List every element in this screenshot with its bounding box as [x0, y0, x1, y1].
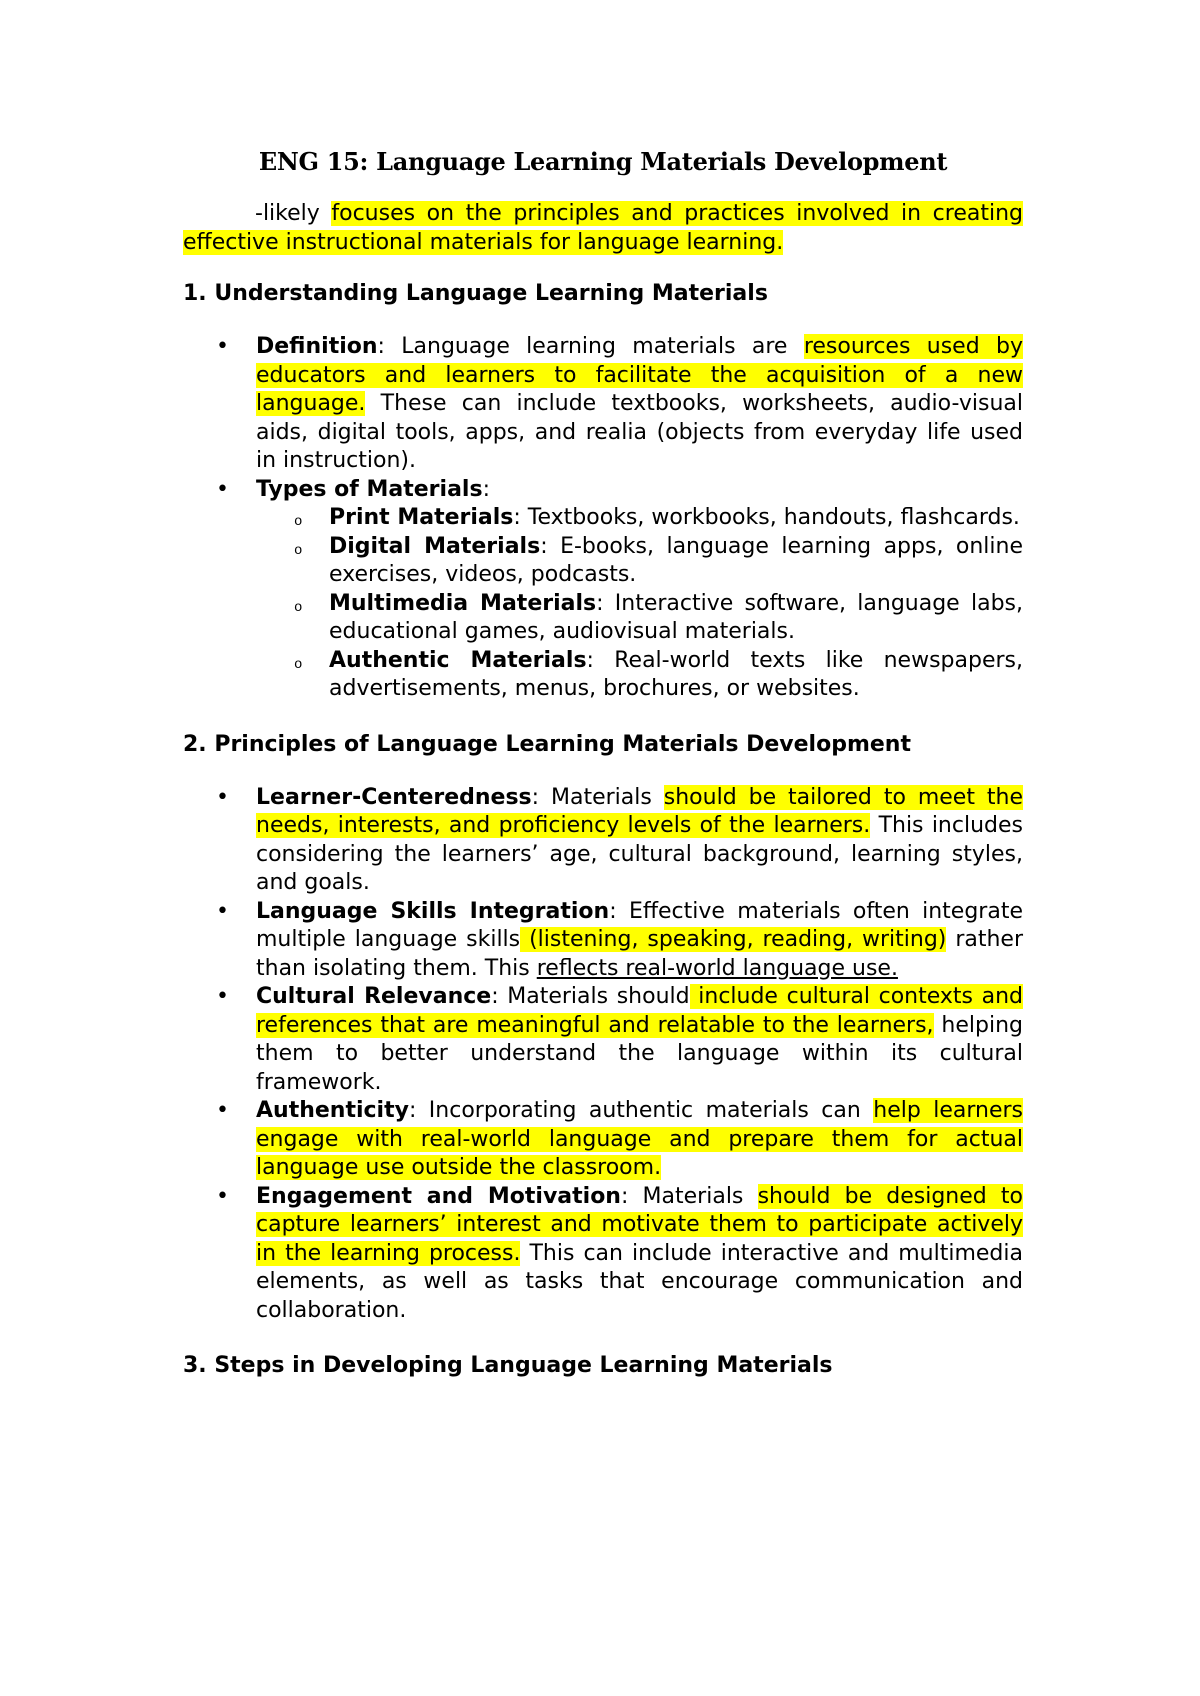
skills-mid: rather than isolating them. This: [256, 927, 1023, 981]
section-1-heading: 1. Understanding Language Learning Materials: [183, 281, 768, 306]
sub-item-text: : E-books, language learning apps, online exercises, videos, podcasts.: [329, 533, 1024, 587]
engagement-label: Engagement and Motivation: [256, 1183, 621, 1209]
learner-pre: : Materials: [531, 784, 664, 810]
skills-pre: : Effective materials often integrate multiple language skills: [256, 898, 1023, 952]
section-2-heading: 2. Principles of Language Learning Materials Development: [183, 731, 911, 757]
sub-item-authentic: [256, 647, 1023, 704]
bullet-icon: •: [216, 898, 229, 924]
skills-underline: reflects real-world language use.: [536, 955, 898, 981]
sub-bullet-icon: o: [294, 542, 303, 559]
definition-pre: : Language learning materials are: [377, 334, 804, 359]
cultural-label: Cultural Relevance: [256, 984, 492, 1009]
learner-label: Learner-Centeredness: [256, 784, 532, 810]
definition-label: Definition: [256, 334, 378, 359]
authenticity-highlight: help learners engage with real-world language and prepare them for actual language use outside the classroom.: [256, 1098, 1024, 1180]
sub-bullet-icon: o: [294, 514, 303, 530]
sub-bullet-icon: o: [294, 599, 303, 616]
cultural-highlight: include cultural contexts and references that are meaningful and relatable to the learners,: [256, 984, 1024, 1038]
bullet-icon: •: [216, 1183, 229, 1209]
authenticity-label: Authenticity: [256, 1098, 409, 1123]
list-item-engagement: [183, 1183, 1023, 1326]
learner-post: This includes considering the learners’ age, cultural background, learning styles, and goals.: [256, 813, 1023, 895]
list-item-learner-centeredness: [183, 784, 1023, 898]
sub-item-label: Print Materials: [329, 505, 514, 530]
authenticity-pre: : Incorporating authentic materials can: [408, 1098, 874, 1123]
intro-paragraph: [183, 200, 1023, 257]
intro-highlight: focuses on the principles and practices involved in creating effective instructional materials for language learning.: [183, 201, 1023, 255]
list-item-authenticity: [183, 1097, 1023, 1183]
cultural-pre: : Materials should: [491, 984, 690, 1009]
sub-item-text: : Interactive software, language labs, educational games, audiovisual materials.: [329, 590, 1023, 644]
types-label: Types of Materials: [256, 476, 483, 502]
learner-highlight: should be tailored to meet the needs, interests, and proficiency levels of the learners.: [256, 784, 1023, 838]
bullet-icon: •: [216, 476, 229, 502]
engagement-post: This can include interactive and multimedia elements, as well as tasks that encourage communication and collaboration.: [256, 1240, 1023, 1323]
section-2-list: [183, 784, 1023, 1326]
list-item-cultural-relevance: [183, 983, 1023, 1097]
intro-prefix: -likely: [255, 201, 332, 226]
section-1-list: [183, 333, 1023, 704]
sub-item-multimedia: [256, 590, 1023, 647]
document-title: ENG 15: Language Learning Materials Development: [258, 147, 948, 176]
skills-highlight: (listening, speaking, reading, writing): [520, 927, 947, 952]
bullet-icon: •: [216, 984, 229, 1009]
types-sublist: [256, 504, 1023, 704]
document-content: [183, 144, 1023, 1405]
skills-label: Language Skills Integration: [256, 898, 610, 924]
types-suffix: :: [482, 476, 490, 502]
sub-item-text: : Textbooks, workbooks, handouts, flashcards.: [513, 505, 1020, 530]
list-item-types: [183, 476, 1023, 704]
list-item-definition: [183, 333, 1023, 476]
sub-item-label: Authentic Materials: [329, 647, 587, 673]
sub-item-label: Multimedia Materials: [329, 590, 597, 616]
definition-highlight: resources used by educators and learners to facilitate the acquisition of a new language.: [256, 334, 1023, 416]
bullet-icon: •: [216, 784, 229, 810]
sub-item-label: Digital Materials: [329, 533, 541, 559]
engagement-pre: : Materials: [620, 1183, 758, 1209]
section-3-heading: 3. Steps in Developing Language Learning Materials: [183, 1353, 833, 1378]
definition-post: These can include textbooks, worksheets, audio-visual aids, digital tools, apps, and realia (objects from everyday life used in instruction).: [256, 391, 1023, 473]
sub-item-print: [256, 504, 1023, 533]
cultural-post: helping them to better understand the language within its cultural framework.: [256, 1012, 1023, 1095]
sub-item-text: : Real-world texts like newspapers, advertisements, menus, brochures, or websites.: [329, 647, 1023, 701]
bullet-icon: •: [216, 1098, 229, 1123]
list-item-skills-integration: [183, 898, 1023, 984]
sub-item-digital: [256, 533, 1023, 590]
engagement-highlight: should be designed to capture learners’ interest and motivate them to participate actively in the learning process.: [256, 1183, 1023, 1266]
bullet-icon: •: [216, 334, 229, 359]
sub-bullet-icon: o: [294, 656, 303, 673]
